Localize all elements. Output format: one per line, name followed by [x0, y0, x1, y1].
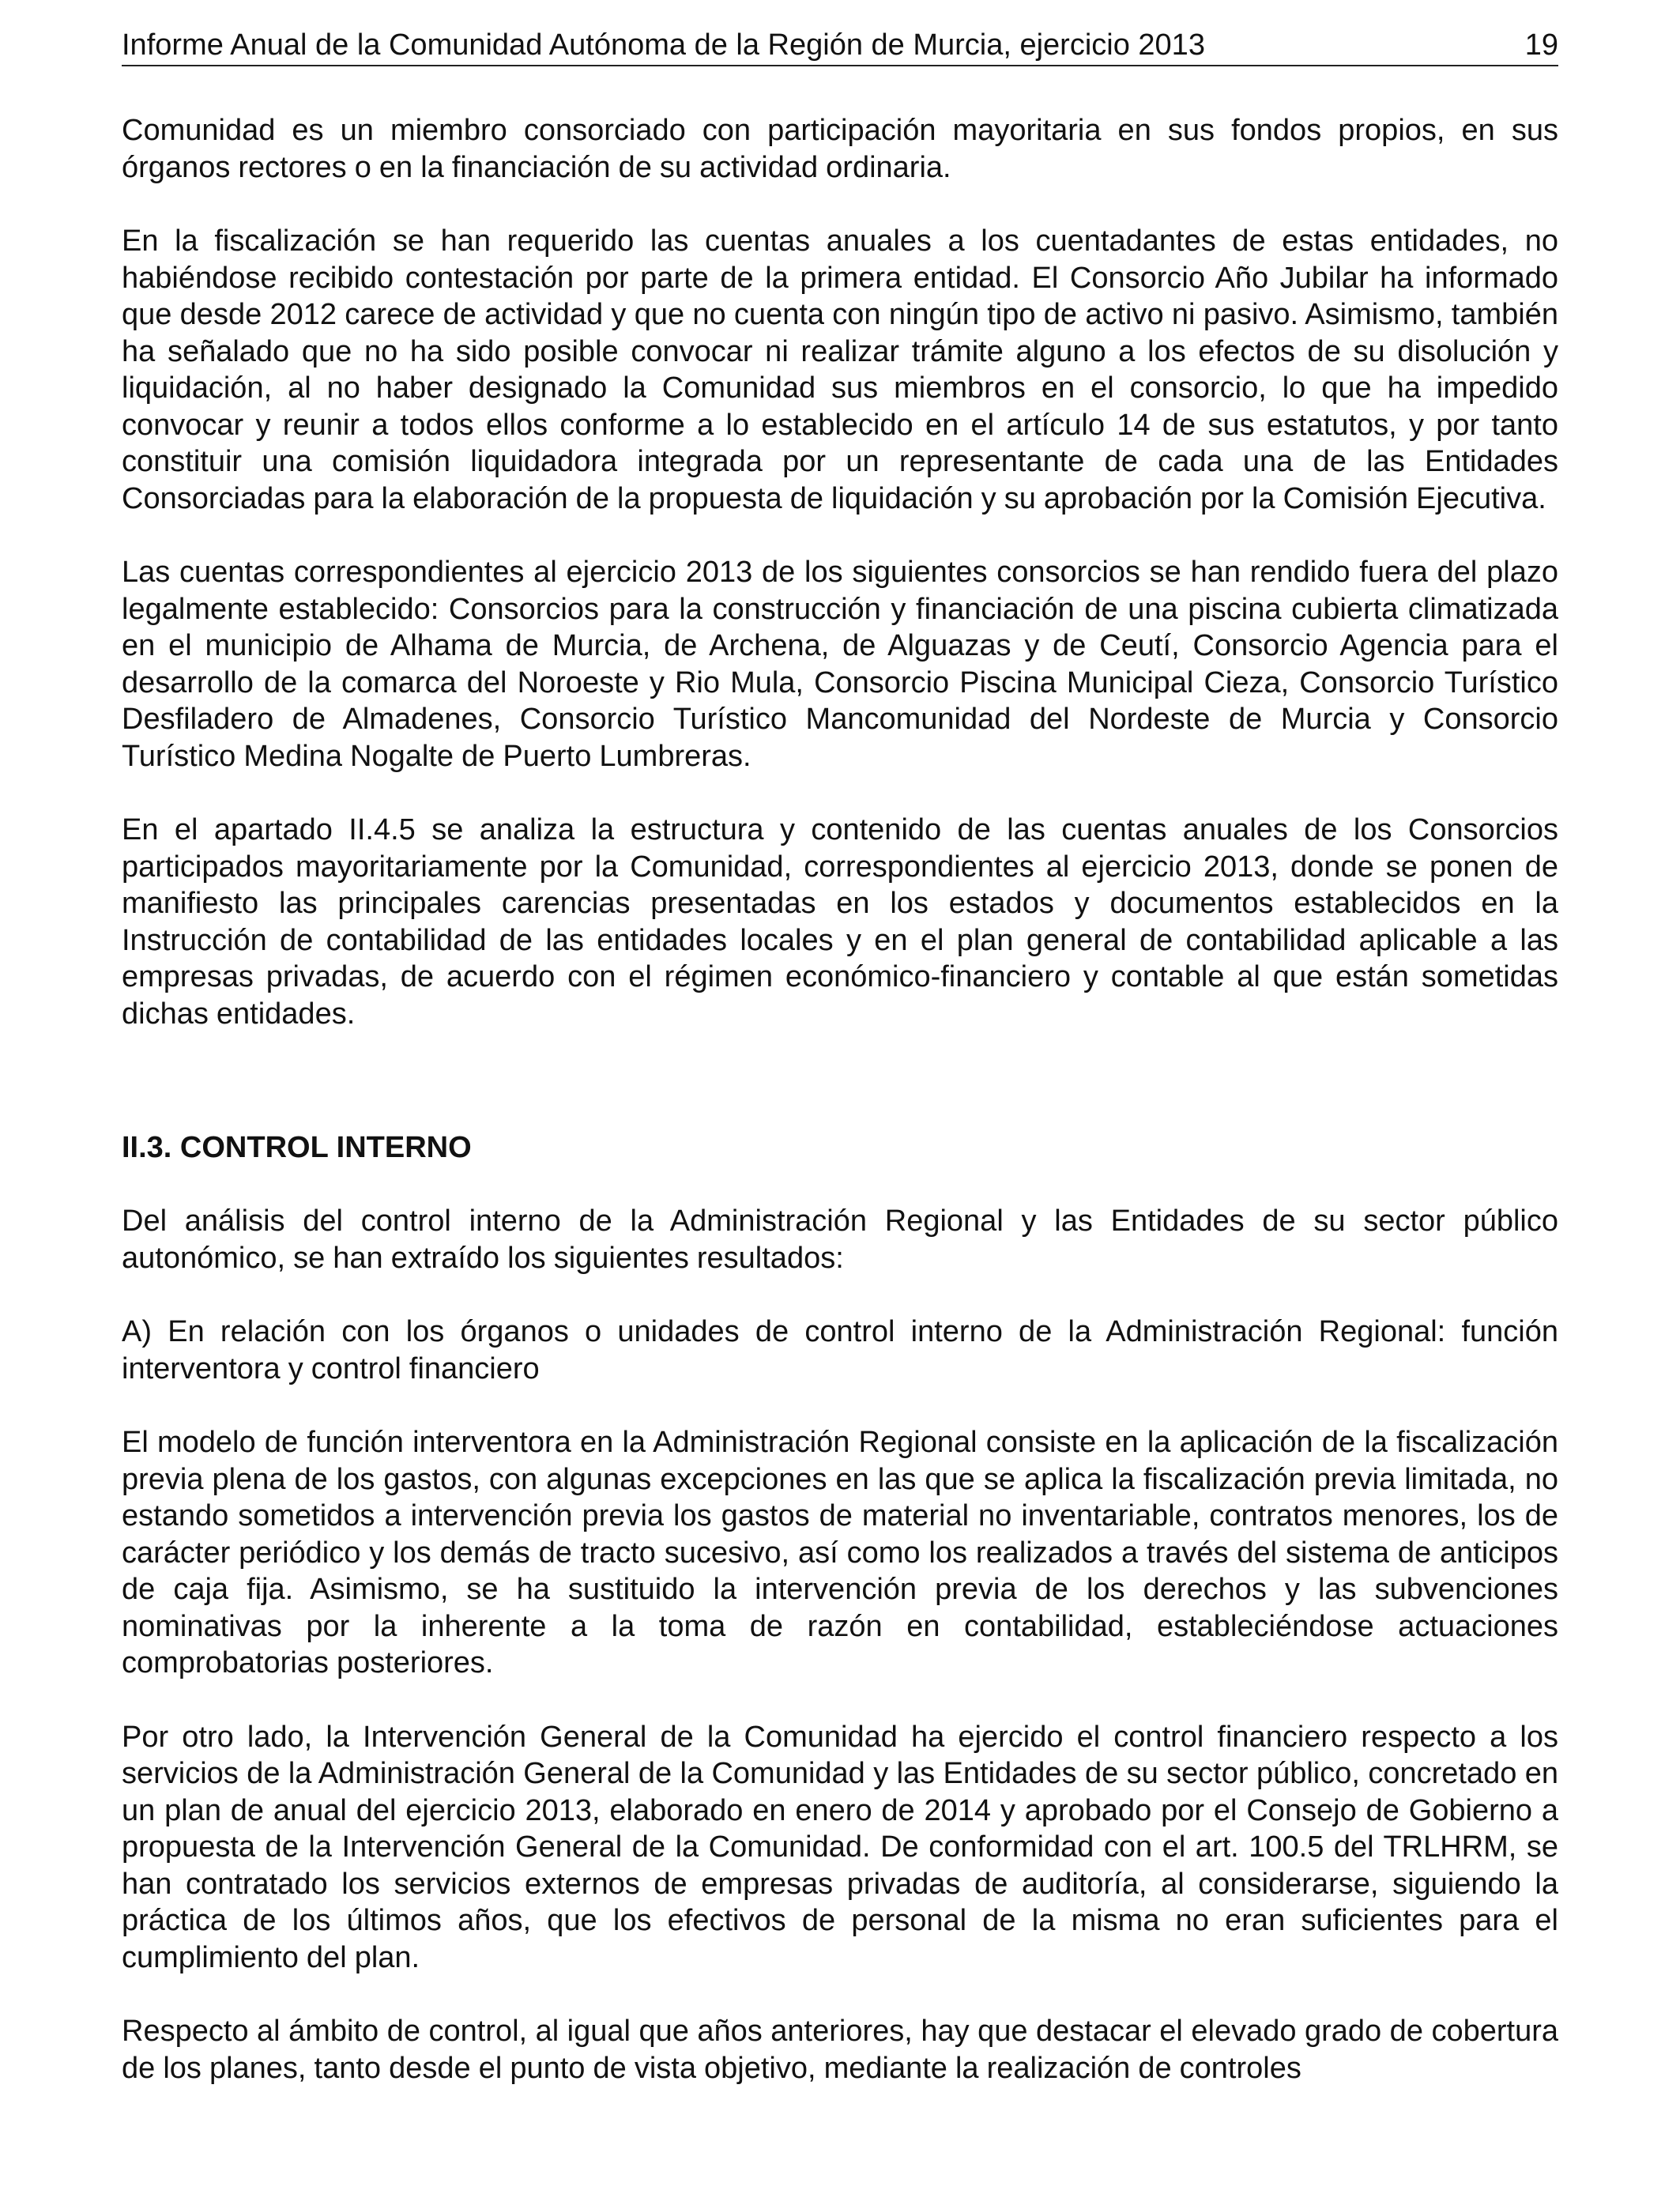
paragraph: Por otro lado, la Intervención General de la Comunidad ha ejercido el control financiero respecto a los servicios de la Administración General de la Comunidad y las Entidades de su sector público, concretado en un plan de anual del ejercicio 2013, elaborado en enero de 2014 y aprobado por el Consejo de Gobierno a propuesta de la Intervención General de la Comunidad. De conformidad con el art. 100.5 del TRLHRM, se han contratado los servicios externos de empresas privadas de auditoría, al considerarse, siguiendo la práctica de los últimos años, que los efectivos de personal de la misma no eran suficientes para el cumplimiento del plan. — [122, 1720, 1558, 1974]
document-body — [122, 112, 1558, 2124]
paragraph: Respecto al ámbito de control, al igual que años anteriores, hay que destacar el elevado grado de cobertura de los planes, tanto desde el punto de vista objetivo, mediante la realización de controles — [122, 2015, 1558, 2085]
paragraph: En el apartado II.4.5 se analiza la estructura y contenido de las cuentas anuales de los Consorcios participados mayoritariamente por la Comunidad, correspondientes al ejercicio 2013, donde se ponen de manifiesto las principales carencias presentadas en los estados y documentos establecidos en la Instrucción de contabilidad de las entidades locales y en el plan general de contabilidad aplicable a las empresas privadas, de acuerdo con el régimen económico-financiero y contable al que están sometidas dichas entidades. — [122, 813, 1558, 1031]
page-header — [122, 30, 1558, 66]
section-heading: II.3. CONTROL INTERNO — [122, 1131, 472, 1164]
paragraph: Del análisis del control interno de la Administración Regional y las Entidades de su sector público autonómico, se han extraído los siguientes resultados: — [122, 1204, 1558, 1275]
paragraph: En la fiscalización se han requerido las cuentas anuales a los cuentadantes de estas entidades, no habiéndose recibido contestación por parte de la primera entidad. El Consorcio Año Jubilar ha informado que desde 2012 carece de actividad y que no cuenta con ningún tipo de activo ni pasivo. Asimismo, también ha señalado que no ha sido posible convocar ni realizar trámite alguno a los efectos de su disolución y liquidación, al no haber designado la Comunidad sus miembros en el consorcio, lo que ha impedido convocar y reunir a todos ellos conforme a lo establecido en el artículo 14 de sus estatutos, y por tanto constituir una comisión liquidadora integrada por un representante de cada una de las Entidades Consorciadas para la elaboración de la propuesta de liquidación y su aprobación por la Comisión Ejecutiva. — [122, 224, 1558, 515]
page-number: 19 — [1524, 28, 1558, 62]
paragraph: A) En relación con los órganos o unidades de control interno de la Administración Regional: función interventora y control financiero — [122, 1315, 1558, 1385]
paragraph: Comunidad es un miembro consorciado con participación mayoritaria en sus fondos propios, en sus órganos rectores o en la financiación de su actividad ordinaria. — [122, 114, 1558, 184]
paragraph: El modelo de función interventora en la Administración Regional consiste en la aplicación de la fiscalización previa plena de los gastos, con algunas excepciones en las que se aplica la fiscalización previa limitada, no estando sometidos a intervención previa los gastos de material no inventariable, contratos menores, los de carácter periódico y los demás de tracto sucesivo, así como los realizados a través del sistema de anticipos de caja fija. Asimismo, se ha sustituido la intervención previa de los derechos y las subvenciones nominativas por la inherente a la toma de razón en contabilidad, estableciéndose actuaciones comprobatorias posteriores. — [122, 1426, 1558, 1679]
header-title: Informe Anual de la Comunidad Autónoma de la Región de Murcia, ejercicio 2013 — [122, 28, 1205, 62]
paragraph: Las cuentas correspondientes al ejercicio 2013 de los siguientes consorcios se han rendido fuera del plazo legalmente establecido: Consorcios para la construcción y financiación de una piscina cubierta climatizada en el municipio de Alhama de Murcia, de Archena, de Alguazas y de Ceutí, Consorcio Agencia para el desarrollo de la comarca del Noroeste y Rio Mula, Consorcio Piscina Municipal Cieza, Consorcio Turístico Desfiladero de Almadenes, Consorcio Turístico Mancomunidad del Nordeste de Murcia y Consorcio Turístico Medina Nogalte de Puerto Lumbreras. — [122, 556, 1558, 773]
